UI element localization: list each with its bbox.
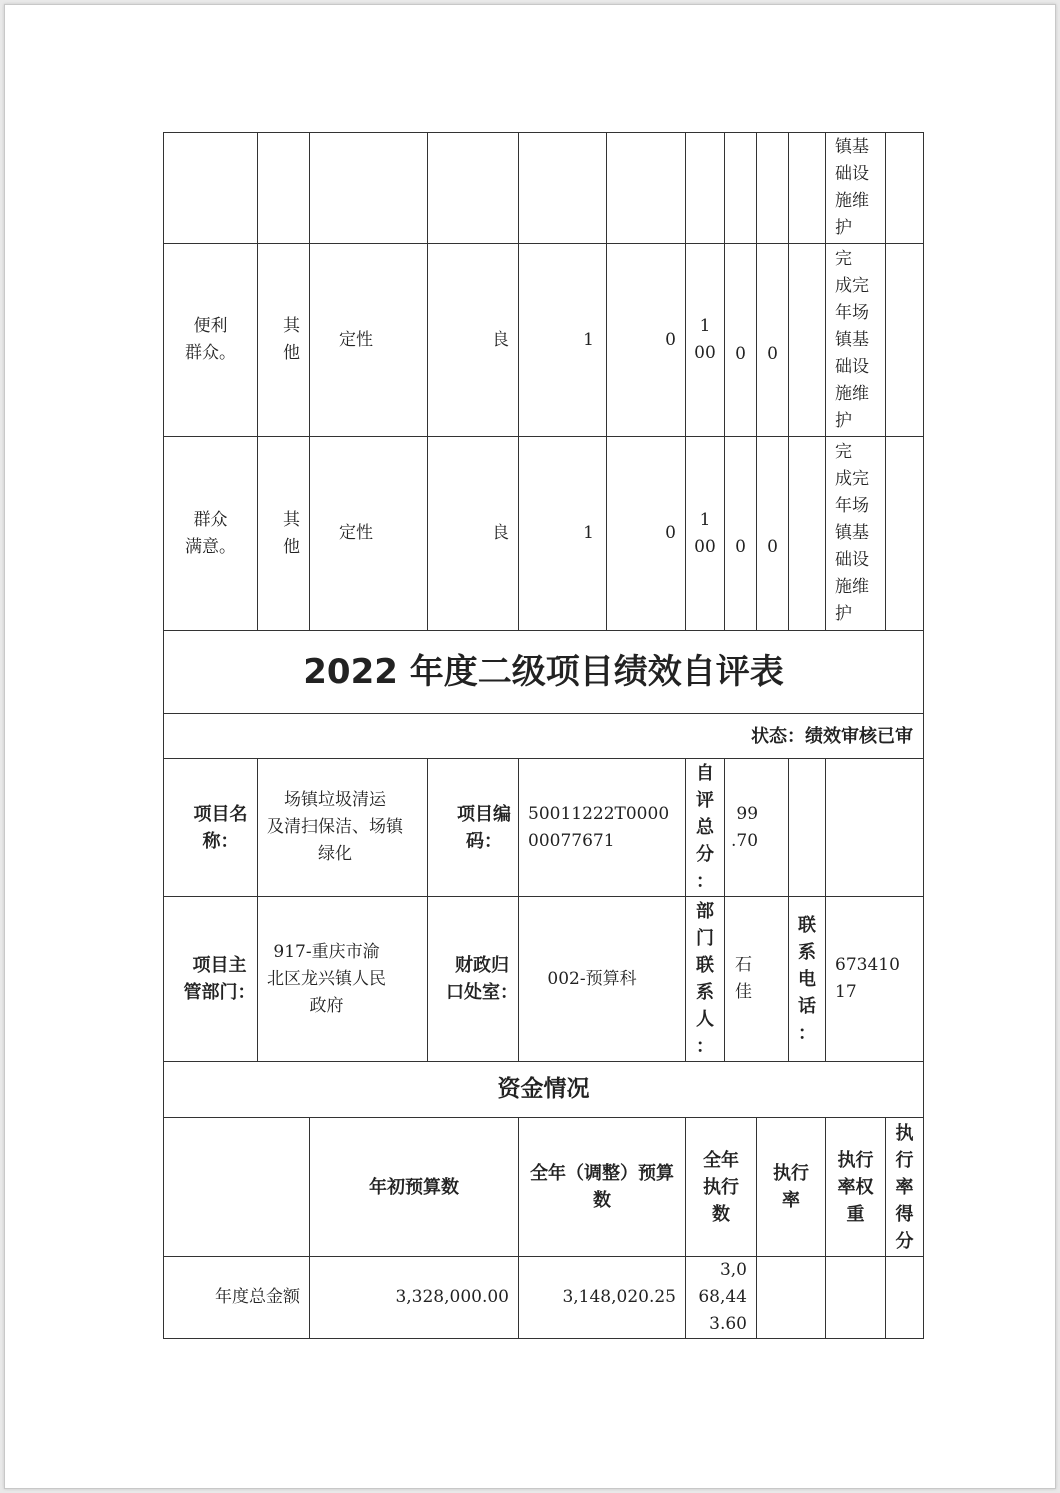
perf-note: 完 成完 年场 镇基 础设 施维 护 (835, 442, 869, 624)
perf-full-score: 1 00 (694, 509, 716, 557)
finance-value: 002-预算科 (547, 968, 637, 989)
perf-type: 其 他 (283, 509, 300, 557)
total-score-label: 自 评 总 分 ： (696, 763, 714, 892)
phone-label: 联 系 电 话 ： (798, 914, 816, 1044)
funds-header-adjusted: 全年（调整）预算 数 (530, 1163, 674, 1211)
perf-nature: 定性 (339, 523, 373, 543)
perf-score: 0 (665, 523, 676, 543)
contact-value: 石 佳 (735, 955, 752, 1002)
perf-weight: 1 (583, 523, 594, 543)
funds-row-rate-score (886, 1257, 923, 1338)
dept-value: 917-重庆市渝 北区龙兴镇人民 政府 (267, 941, 386, 1016)
perf-indicator: 便利 群众。 (185, 316, 236, 363)
dept-label: 项目主 管部门： (183, 955, 256, 1003)
funds-row-label: 年度总金额 (215, 1287, 300, 1307)
row-divider (163, 132, 924, 133)
perf-value: 0 (767, 343, 778, 364)
project-name-label: 项目名 称： (193, 803, 248, 852)
funds-header-rate-weight: 执行 率权 重 (837, 1149, 874, 1225)
project-code-value: 50011222T0000 00077671 (528, 803, 670, 851)
project-code-label: 项目编 码： (457, 803, 511, 852)
perf-note: 完 成完 年场 镇基 础设 施维 护 (835, 248, 869, 431)
funds-header-rate-score: 执 行 率 得 分 (895, 1122, 914, 1252)
perf-weight: 1 (583, 329, 594, 350)
funds-row-adjusted: 3,148,020.25 (562, 1287, 676, 1307)
perf-note: 镇基 础设 施维 护 (835, 137, 869, 238)
perf-value: 0 (735, 537, 746, 557)
project-name-value: 场镇垃圾清运 及清扫保洁、场镇 绿化 (267, 790, 403, 864)
col-divider (788, 132, 789, 630)
funds-title: 资金情况 (497, 1076, 590, 1102)
funds-header-executed: 全年 执行 数 (703, 1149, 739, 1225)
contact-label: 部 门 联 系 人 ： (696, 901, 714, 1057)
perf-full-score: 1 00 (694, 316, 716, 363)
perf-value: 0 (735, 343, 746, 364)
row-divider (163, 1338, 924, 1339)
perf-target: 良 (492, 329, 509, 350)
funds-row-executed: 3,0 68,44 3.60 (698, 1260, 747, 1334)
finance-label: 财政归 口处室： (446, 955, 518, 1003)
total-score-value: 99 .70 (731, 803, 759, 851)
funds-row-initial: 3,328,000.00 (395, 1287, 509, 1307)
funds-row-rate-weight (826, 1257, 885, 1338)
table-border-right (923, 132, 924, 1339)
perf-value: 0 (767, 537, 778, 557)
perf-indicator: 群众 满意。 (185, 509, 236, 557)
funds-header-initial: 年初预算数 (369, 1176, 459, 1198)
perf-type: 其 他 (283, 316, 300, 363)
funds-row-rate (757, 1257, 825, 1338)
col-divider (885, 132, 886, 630)
phone-value: 673410 17 (835, 955, 900, 1002)
perf-target: 良 (492, 523, 509, 543)
status-text: 状态：绩效审核已审 (751, 725, 913, 747)
funds-header-rate: 执行 率 (773, 1163, 809, 1211)
form-title: 2022 年度二级项目绩效自评表 (303, 651, 784, 692)
perf-nature: 定性 (339, 329, 373, 350)
perf-score: 0 (665, 329, 676, 350)
